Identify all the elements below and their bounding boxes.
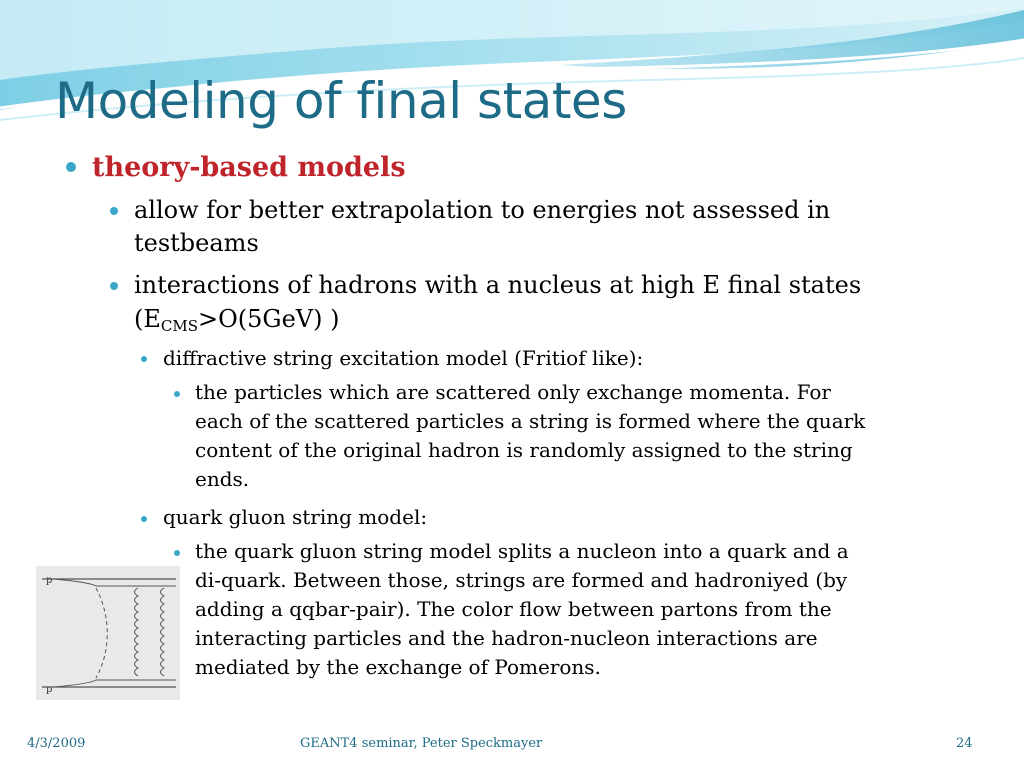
- footer-center-text: GEANT4 seminar, Peter Speckmayer: [300, 736, 543, 751]
- feynman-diagram-figure: [36, 566, 180, 700]
- bullet-dot: [174, 391, 180, 397]
- bullet-dot: [110, 207, 118, 215]
- bullet-interactions-line1: interactions of hadrons with a nucleus at high E final states: [134, 271, 862, 299]
- footer-page-number: 24: [956, 736, 973, 751]
- slide-title: Modeling of final states: [55, 72, 627, 130]
- bullet-extrapolation-line2: testbeams: [134, 229, 259, 257]
- bullet-extrapolation-line1: allow for better extrapolation to energies not assessed in: [134, 196, 831, 224]
- bullet-qgs-line5: mediated by the exchange of Pomerons.: [195, 655, 601, 679]
- bullet-qgs-line1: the quark gluon string model splits a nucleon into a quark and a: [195, 539, 849, 563]
- bullet-dot: [110, 282, 118, 290]
- bullet-particles-line3: content of the original hadron is randomly assigned to the string: [195, 438, 853, 462]
- diagram-label-top: p: [46, 575, 53, 586]
- ecms-subscript: CMS: [160, 317, 199, 335]
- ecms-prefix: (E: [134, 305, 161, 333]
- ecms-suffix: >O(5GeV) ): [198, 305, 340, 333]
- footer-date: 4/3/2009: [27, 736, 86, 751]
- bullet-dot: [66, 162, 76, 172]
- bullet-interactions-line2: [134, 305, 340, 335]
- bullet-dot: [141, 356, 147, 362]
- bullet-diffractive: diffractive string excitation model (Fritiof like):: [163, 346, 644, 370]
- bullet-dot: [174, 550, 180, 556]
- bullet-particles-line2: each of the scattered particles a string is formed where the quark: [195, 409, 866, 433]
- pomeron-exchange-diagram: [36, 566, 180, 700]
- level1-heading: theory-based models: [92, 152, 406, 183]
- bullet-particles-line4: ends.: [195, 467, 250, 491]
- bullet-qgs-line2: di-quark. Between those, strings are formed and hadroniyed (by: [195, 568, 848, 592]
- bullet-qgs-line3: adding a qqbar-pair). The color flow between partons from the: [195, 597, 832, 621]
- bullet-quark-gluon: quark gluon string model:: [163, 505, 428, 529]
- bullet-particles-line1: the particles which are scattered only exchange momenta. For: [195, 380, 831, 404]
- bullet-dot: [141, 516, 147, 522]
- bullet-qgs-line4: interacting particles and the hadron-nucleon interactions are: [195, 626, 818, 650]
- diagram-label-bottom: p: [46, 684, 53, 695]
